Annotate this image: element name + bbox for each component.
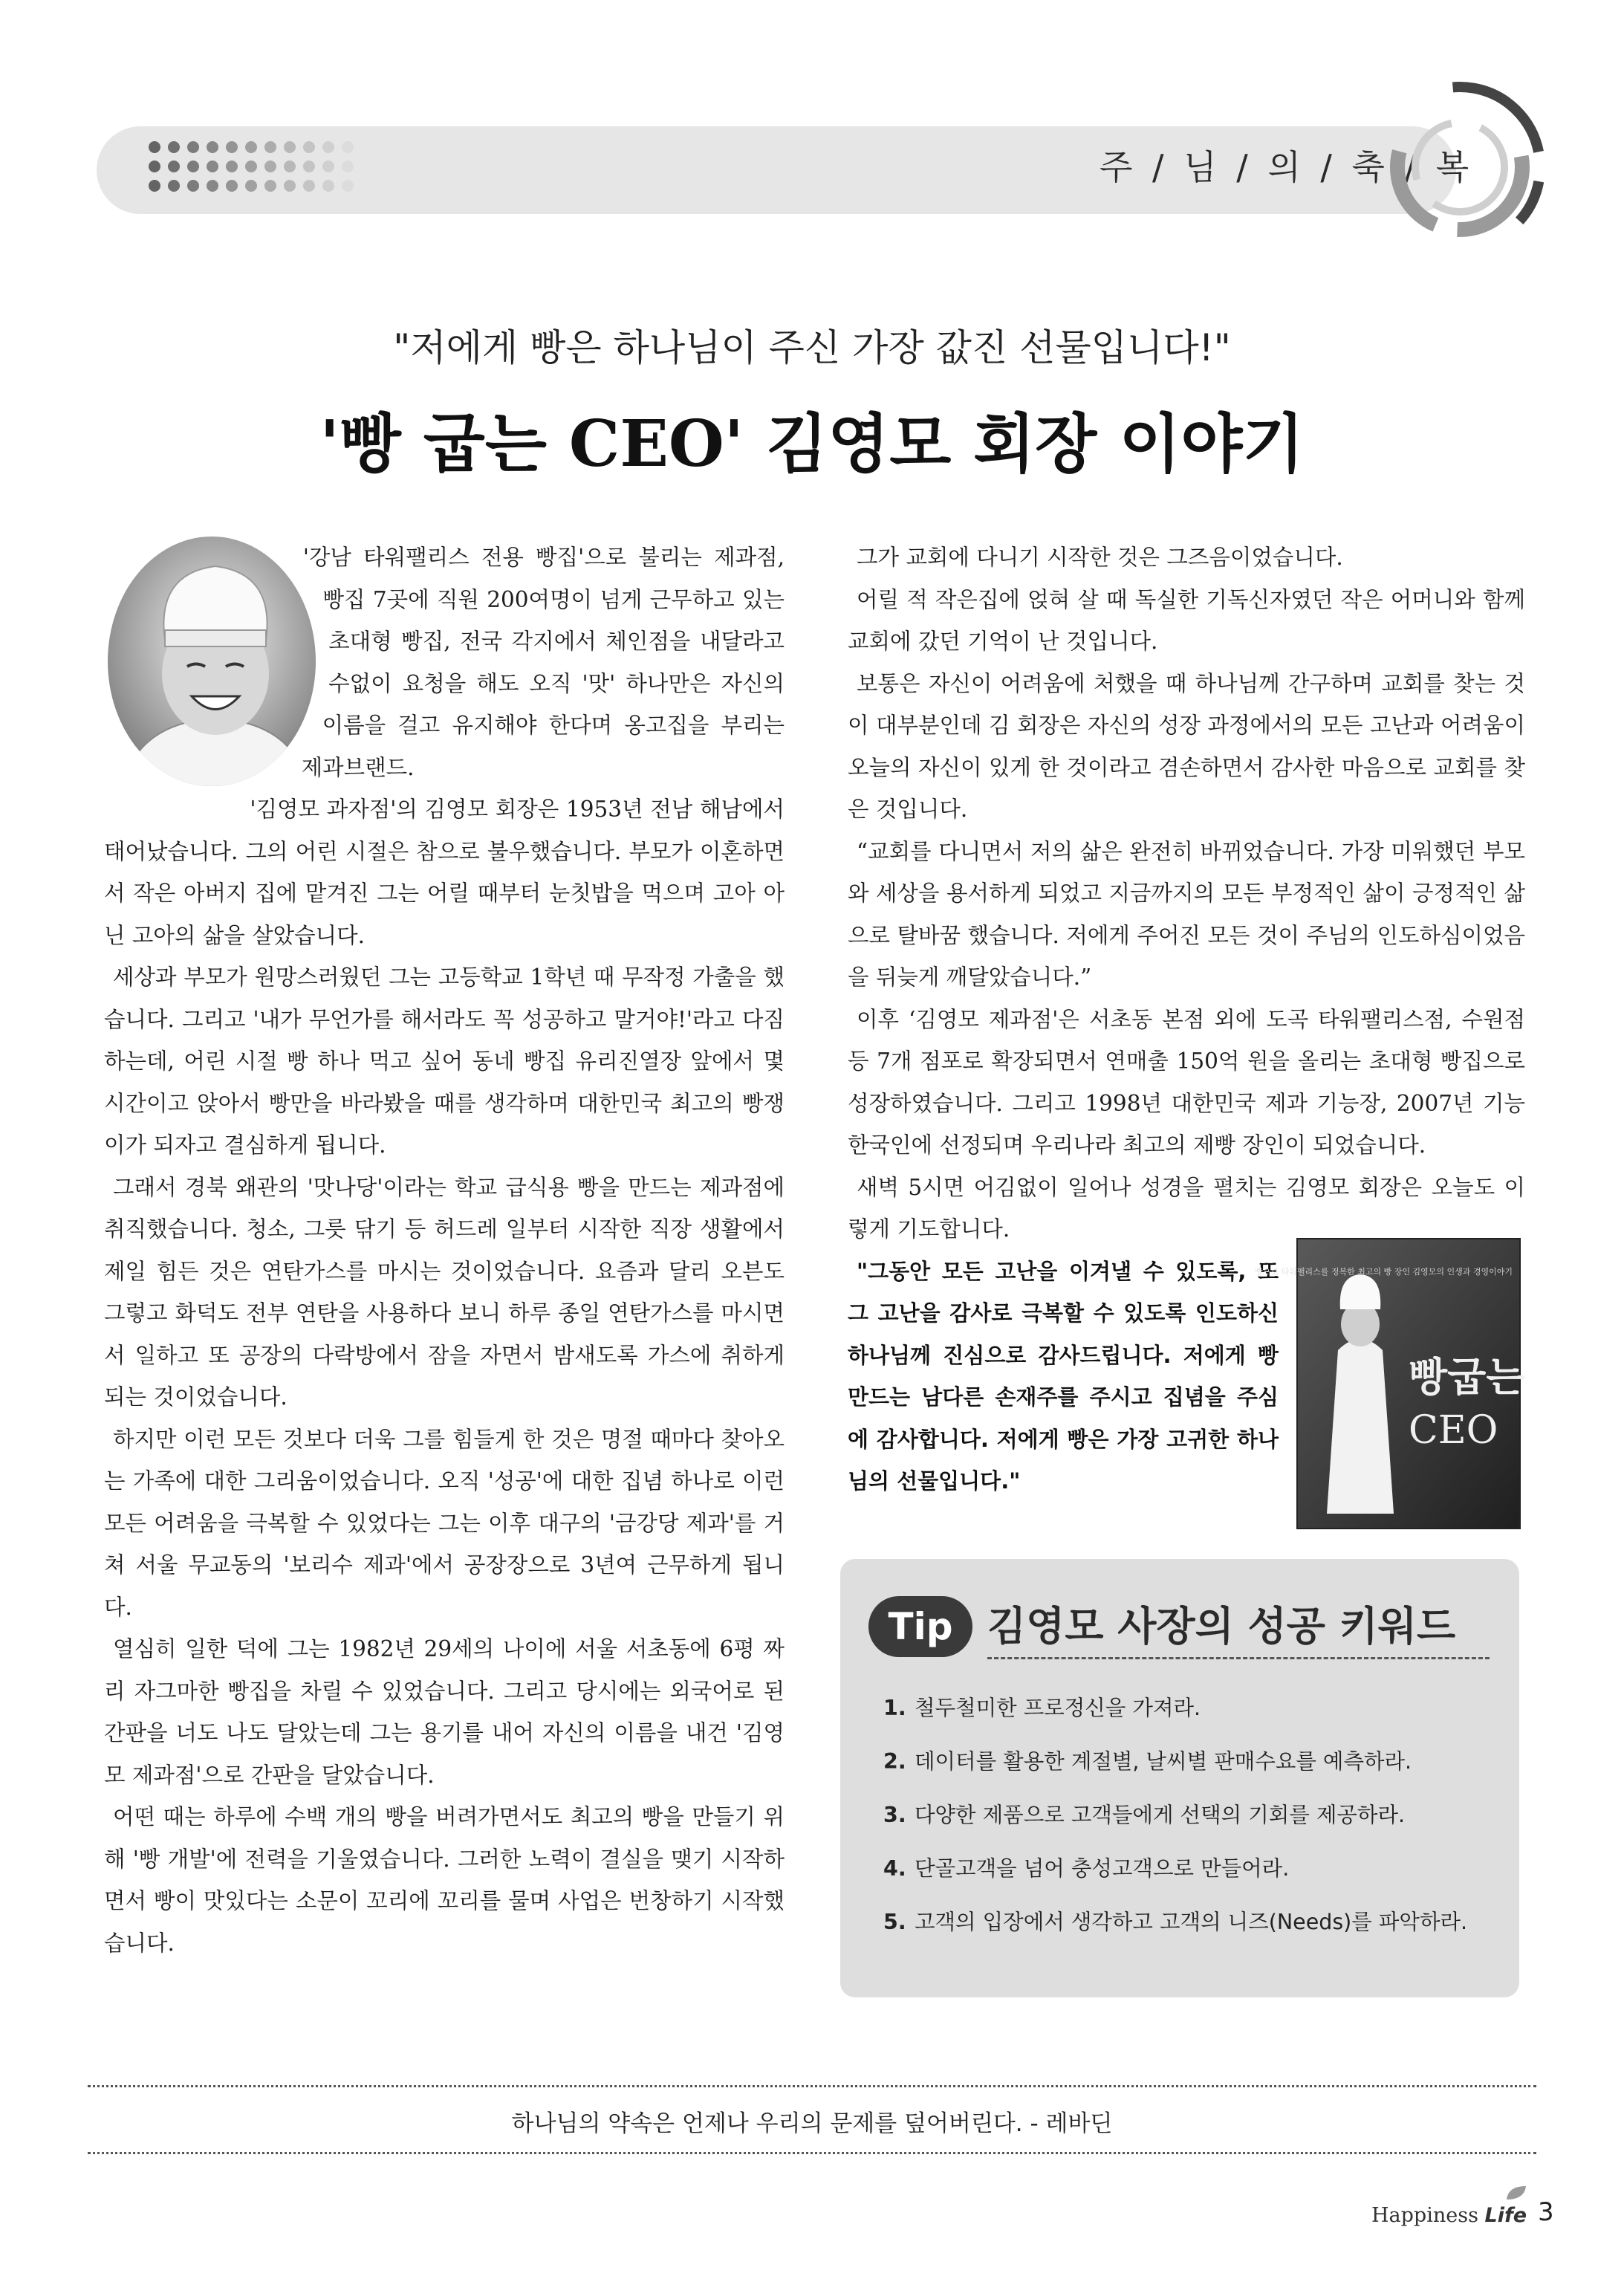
dot <box>207 180 218 192</box>
paragraph: 세상과 부모가 원망스러웠던 그는 고등학교 1학년 때 무작정 가출을 했습니다. 그리고 '내가 무언가를 해서라도 꼭 성공하고 말거야!'라고 다짐하는데, 어린 시절 빵 하나 먹고 싶어 동네 빵집 유리진열장 앞에서 몇 시간이고 앉아서 빵만을 바라봤을 때를 생각하며 대한민국 최고의 빵쟁이가 되자고 결심하게 됩니다. <box>104 965 785 1158</box>
book-title-line2: CEO <box>1409 1407 1498 1453</box>
tip-box <box>840 1559 1519 1997</box>
svg-text:CEO <box>1409 1408 1498 1453</box>
article-right-column <box>848 537 1525 1503</box>
dot <box>245 180 257 192</box>
tip-item <box>883 1748 1493 1776</box>
paragraph: 이후 ‘김영모 제과점'은 서초동 본점 외에 도곡 타워팰리스점, 수원점 등 7개 점포로 확장되면서 연매출 150억 원을 올리는 초대형 빵집으로 성장하였습니다. 그리고 1998년 대한민국 제과 기능장, 2007년 기능 한국인에 선정되며 우리나라 최고의 제빵 장인이 되었습니다. <box>848 1006 1525 1158</box>
paragraph: '강남 타워팰리스 전용 빵집'으로 불리는 제과점, 빵집 7곳에 직원 200여명이 넘게 근무하고 있는 초대형 빵집, 전국 각지에서 체인점을 내달라고 수없이 요청을 해도 오직 '맛' 하나만은 자신의 이름을 걸고 유지해야 한다며 옹고집을 부리는 제과브랜드. <box>301 545 785 780</box>
paragraph: “교회를 다니면서 저의 삶은 완전히 바뀌었습니다. 가장 미워했던 부모와 세상을 용서하게 되었고 지금까지의 모든 부정적인 삶이 긍정적인 삶으로 탈바꿈 했습니다. 저에게 주어진 모든 것이 주님의 인도하심이었음을 뒤늦게 깨달았습니다.” <box>848 838 1525 990</box>
dot <box>284 161 296 172</box>
paragraph: 어떤 때는 하루에 수백 개의 빵을 버려가면서도 최고의 빵을 만들기 위해 '빵 개발'에 전력을 기울였습니다. 그러한 노력이 결실을 맺기 시작하면서 빵이 맛있다는 소문이 꼬리에 꼬리를 물며 사업은 번창하기 시작했습니다. <box>104 1804 785 1956</box>
footer-top-rule <box>88 2085 1536 2087</box>
dot <box>226 180 238 192</box>
brand-logo <box>1371 2201 1527 2231</box>
dot <box>168 141 180 153</box>
dot <box>149 141 160 153</box>
tip-item-number: 2. <box>883 1749 906 1774</box>
article-title: '빵 굽는 CEO' 김영모 회장 이야기 <box>319 406 1305 482</box>
prayer-block <box>848 1251 1525 1503</box>
dot <box>226 141 238 153</box>
paragraph: 그가 교회에 다니기 시작한 것은 그즈음이었습니다. <box>857 545 1343 570</box>
dot <box>264 180 276 192</box>
tip-title: 김영모 사장의 성공 키워드 <box>987 1603 1456 1650</box>
tip-item-text: 고객의 입장에서 생각하고 고객의 니즈(Needs)를 파악하라. <box>915 1910 1468 1934</box>
dot <box>322 161 334 172</box>
paragraph: 어릴 적 작은집에 얹혀 살 때 독실한 기독신자였던 작은 어머니와 함께 교회에 갔던 기억이 난 것입니다. <box>848 586 1525 654</box>
footer-bottom-rule <box>88 2152 1536 2154</box>
paragraph: '김영모 과자점'의 김영모 회장은 1953년 전남 해남에서 태어났습니다. 그의 어린 시절은 참으로 불우했습니다. 부모가 이혼하면서 작은 아버지 집에 맡겨진 그는 어릴 때부터 눈칫밥을 먹으며 고아 아닌 고아의 삶을 살았습니다. <box>104 797 785 948</box>
page-number: 3 <box>1538 2197 1554 2227</box>
tip-badge: Tip <box>868 1596 972 1657</box>
tip-item <box>883 1694 1493 1722</box>
paragraph: 하지만 이런 모든 것보다 더욱 그를 힘들게 한 것은 명절 때마다 찾아오는 가족에 대한 그리움이었습니다. 오직 '성공'에 대한 집념 하나로 이런 모든 어려움을 극복할 수 있었다는 그는 이후 대구의 '금강당 제과'를 거쳐 서울 무교동의 '보리수 제과'에서 공장장으로 3년여 근무하게 됩니다. <box>104 1426 785 1620</box>
book-tagline: 빵으로 타워팰리스를 정복한 최고의 빵 장인 김영모의 인생과 경영이야기 <box>1255 1266 1513 1277</box>
dot <box>284 180 296 192</box>
paragraph: 그래서 경북 왜관의 '맛나당'이라는 학교 급식용 빵을 만드는 제과점에 취직했습니다. 청소, 그릇 닦기 등 허드레 일부터 시작한 직장 생활에서 제일 힘든 것은 연탄가스를 마시는 것이었습니다. 요즘과 달리 오븐도 그렇고 화덕도 전부 연탄을 사용하다 보니 하루 종일 연탄가스를 마시면서 일하고 또 공장의 다락방에서 잠을 자면서 밤새도록 가스에 취하게 되는 것이었습니다. <box>104 1174 785 1410</box>
tip-title-underline <box>987 1657 1490 1659</box>
dot <box>303 141 315 153</box>
dot <box>149 180 160 192</box>
paragraph: 열심히 일한 덕에 그는 1982년 29세의 나이에 서울 서초동에 6평 짜리 자그마한 빵집을 차릴 수 있었습니다. 그리고 당시에는 외국어로 된 간판을 너도 나도 달았는데 그는 용기를 내어 자신의 이름을 내건 '김영모 제과점'으로 간판을 달았습니다. <box>104 1636 785 1788</box>
dot <box>284 141 296 153</box>
dot <box>303 180 315 192</box>
tip-item-text: 철두철미한 프로정신을 가져라. <box>915 1696 1201 1720</box>
dot <box>322 180 334 192</box>
article-subtitle: "저에게 빵은 하나님이 주신 가장 값진 선물입니다!" <box>393 326 1231 369</box>
article-left-column <box>104 537 785 1964</box>
brand-name-bold: Life <box>1484 2204 1527 2227</box>
tip-item <box>883 1801 1493 1829</box>
dot <box>187 161 199 172</box>
dot <box>245 141 257 153</box>
tip-item-text: 다양한 제품으로 고객들에게 선택의 기회를 제공하라. <box>915 1803 1406 1827</box>
dot <box>342 161 354 172</box>
tip-item-text: 데이터를 활용한 계절별, 날씨별 판매수요를 예측하라. <box>915 1749 1412 1774</box>
paragraph: 보통은 자신이 어려움에 처했을 때 하나님께 간구하며 교회를 찾는 것이 대부분인데 김 회장은 자신의 성장 과정에서의 모든 고난과 어려움이 오늘의 자신이 있게 한 것이라고 겸손하면서 감사한 마음으로 교회를 찾은 것입니다. <box>848 670 1525 822</box>
tip-item-text: 단골고객을 넘어 충성고객으로 만들어라. <box>915 1856 1290 1881</box>
dot <box>207 141 218 153</box>
dot <box>264 161 276 172</box>
dot <box>207 161 218 172</box>
dot <box>322 141 334 153</box>
dot-grid-decoration <box>149 141 416 201</box>
dot <box>264 141 276 153</box>
brand-name-regular: Happiness <box>1371 2204 1478 2227</box>
dot <box>149 161 160 172</box>
dot <box>303 161 315 172</box>
ring-decoration-icon <box>1367 74 1553 260</box>
svg-text:빵으로 타워팰리스를 정복한 최고의 빵 장인 김영모의 인 <box>1255 1266 1513 1277</box>
footer-quote: 하나님의 약속은 언제나 우리의 문제를 덮어버린다. - 레바딘 <box>511 2110 1113 2137</box>
dot <box>342 180 354 192</box>
brand-leaf-icon <box>1505 2185 1527 2201</box>
chef-portrait <box>104 537 327 797</box>
tip-item-number: 5. <box>883 1910 906 1934</box>
tip-item <box>883 1855 1493 1883</box>
dot <box>342 141 354 153</box>
dot <box>245 161 257 172</box>
tip-item-number: 1. <box>883 1696 906 1720</box>
book-cover-image <box>1255 1239 1525 1529</box>
dot <box>187 180 199 192</box>
dot <box>226 161 238 172</box>
section-title: 주 / 님 / 의 / 축 / 복 <box>1100 147 1474 187</box>
dot <box>187 141 199 153</box>
dot <box>168 161 180 172</box>
book-title-line1: 빵굽는 <box>1409 1352 1525 1401</box>
tip-item <box>883 1908 1493 1936</box>
svg-text:빵굽는 <box>1409 1353 1525 1401</box>
dot <box>168 180 180 192</box>
prayer-quote: "그동안 모든 고난을 이겨낼 수 있도록, 또 그 고난을 감사로 극복할 수 있도록 인도하신 하나님께 진심으로 감사드립니다. 저에게 빵 만드는 남다른 손재주를 주시고 집념을 주심에 감사합니다. 저에게 빵은 가장 고귀한 하나님의 선물입니다." <box>848 1258 1279 1494</box>
tip-list <box>883 1694 1493 1962</box>
tip-item-number: 3. <box>883 1803 906 1827</box>
tip-item-number: 4. <box>883 1856 906 1881</box>
paragraph: 새벽 5시면 어김없이 일어나 성경을 펼치는 김영모 회장은 오늘도 이렇게 기도합니다. <box>848 1174 1525 1242</box>
